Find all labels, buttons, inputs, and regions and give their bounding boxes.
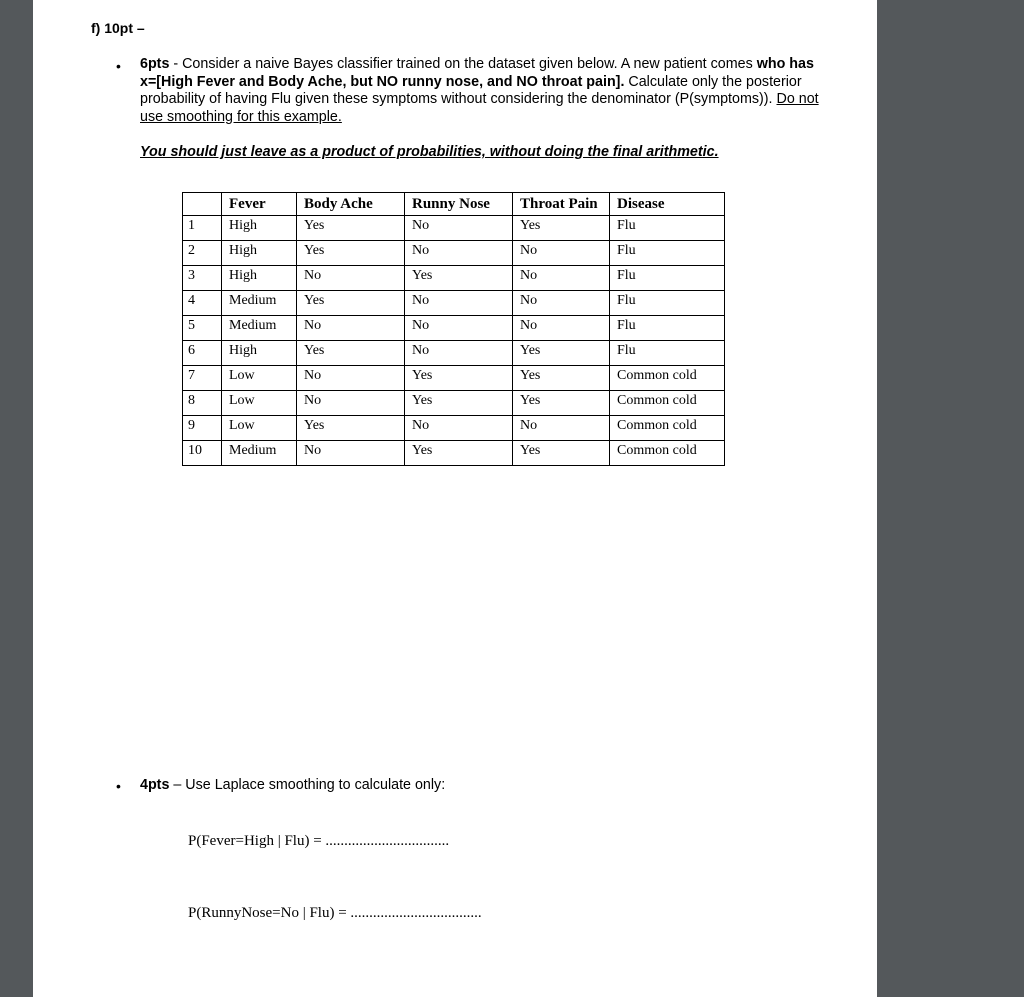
cell-fever: Medium — [222, 441, 297, 466]
cell-throat-pain: Yes — [513, 441, 610, 466]
cell-disease: Flu — [610, 291, 725, 316]
cell-fever: Low — [222, 416, 297, 441]
question-paragraph — [140, 56, 820, 126]
cell-fever: Medium — [222, 291, 297, 316]
cell-throat-pain: Yes — [513, 341, 610, 366]
cell-body-ache: No — [297, 441, 405, 466]
table-row — [183, 266, 725, 291]
cell-index: 8 — [183, 391, 222, 416]
cell-index: 6 — [183, 341, 222, 366]
header-body-ache: Body Ache — [297, 193, 405, 216]
table-row — [183, 291, 725, 316]
cell-body-ache: No — [297, 366, 405, 391]
cell-disease: Common cold — [610, 441, 725, 466]
cell-throat-pain: Yes — [513, 216, 610, 241]
table-row — [183, 241, 725, 266]
header-fever: Fever — [222, 193, 297, 216]
part1-text-1: - Consider a naive Bayes classifier trained on the dataset given below. A new patient comes — [169, 56, 757, 72]
cell-throat-pain: No — [513, 291, 610, 316]
cell-runny-nose: Yes — [405, 391, 513, 416]
table-header-row — [183, 193, 725, 216]
part1-underlined: Do not use smoothing for this example. — [140, 91, 819, 125]
cell-fever: Medium — [222, 316, 297, 341]
cell-index: 3 — [183, 266, 222, 291]
cell-fever: Low — [222, 391, 297, 416]
cell-throat-pain: No — [513, 316, 610, 341]
cell-body-ache: No — [297, 316, 405, 341]
bullet-icon: • — [116, 58, 121, 74]
cell-runny-nose: Yes — [405, 266, 513, 291]
cell-body-ache: No — [297, 266, 405, 291]
table-row — [183, 341, 725, 366]
cell-fever: High — [222, 266, 297, 291]
cell-throat-pain: Yes — [513, 366, 610, 391]
cell-fever: High — [222, 216, 297, 241]
cell-index: 1 — [183, 216, 222, 241]
cell-fever: Low — [222, 366, 297, 391]
cell-runny-nose: No — [405, 316, 513, 341]
cell-runny-nose: No — [405, 216, 513, 241]
cell-index: 7 — [183, 366, 222, 391]
header-index — [183, 193, 222, 216]
cell-disease: Flu — [610, 316, 725, 341]
header-throat-pain: Throat Pain — [513, 193, 610, 216]
cell-disease: Flu — [610, 341, 725, 366]
cell-runny-nose: No — [405, 241, 513, 266]
cell-index: 9 — [183, 416, 222, 441]
cell-runny-nose: No — [405, 341, 513, 366]
table-row — [183, 216, 725, 241]
bullet-icon: • — [116, 778, 121, 794]
cell-disease: Flu — [610, 216, 725, 241]
cell-disease: Flu — [610, 266, 725, 291]
part1-text-2: Calculate only the posterior probability of having Flu given these symptoms without considering the denominator (P(symptoms)). — [140, 73, 802, 107]
cell-disease: Flu — [610, 241, 725, 266]
formula-fever-high: P(Fever=High | Flu) = ................................. — [188, 833, 450, 849]
cell-body-ache: Yes — [297, 241, 405, 266]
cell-disease: Common cold — [610, 366, 725, 391]
cell-disease: Common cold — [610, 391, 725, 416]
cell-disease: Common cold — [610, 416, 725, 441]
header-runny-nose: Runny Nose — [405, 193, 513, 216]
header-disease: Disease — [610, 193, 725, 216]
cell-body-ache: Yes — [297, 291, 405, 316]
table-row — [183, 416, 725, 441]
formula-runny-nose-no: P(RunnyNose=No | Flu) = ................................... — [188, 905, 482, 921]
question-heading: f) 10pt – — [91, 20, 145, 36]
cell-throat-pain: No — [513, 241, 610, 266]
dataset-table — [182, 192, 725, 466]
cell-runny-nose: No — [405, 416, 513, 441]
cell-fever: High — [222, 241, 297, 266]
cell-body-ache: Yes — [297, 216, 405, 241]
document-page — [33, 0, 877, 997]
table-body — [183, 216, 725, 466]
cell-runny-nose: Yes — [405, 441, 513, 466]
cell-throat-pain: No — [513, 416, 610, 441]
table-row — [183, 366, 725, 391]
table-row — [183, 316, 725, 341]
cell-runny-nose: Yes — [405, 366, 513, 391]
part2-points: 4pts — [140, 777, 170, 793]
cell-index: 10 — [183, 441, 222, 466]
cell-throat-pain: Yes — [513, 391, 610, 416]
cell-body-ache: No — [297, 391, 405, 416]
instruction-text: You should just leave as a product of probabilities, without doing the final arithmetic. — [140, 144, 719, 160]
cell-body-ache: Yes — [297, 341, 405, 366]
table-row — [183, 391, 725, 416]
cell-fever: High — [222, 341, 297, 366]
cell-index: 2 — [183, 241, 222, 266]
cell-index: 4 — [183, 291, 222, 316]
part2-description: – Use Laplace smoothing to calculate only: — [169, 777, 446, 793]
cell-runny-nose: No — [405, 291, 513, 316]
cell-throat-pain: No — [513, 266, 610, 291]
part1-points: 6pts — [140, 56, 170, 72]
part2-text — [140, 777, 445, 793]
cell-index: 5 — [183, 316, 222, 341]
table-row — [183, 441, 725, 466]
cell-body-ache: Yes — [297, 416, 405, 441]
part1-bold-text: who has x=[High Fever and Body Ache, but NO runny nose, and NO throat pain]. — [140, 56, 814, 90]
